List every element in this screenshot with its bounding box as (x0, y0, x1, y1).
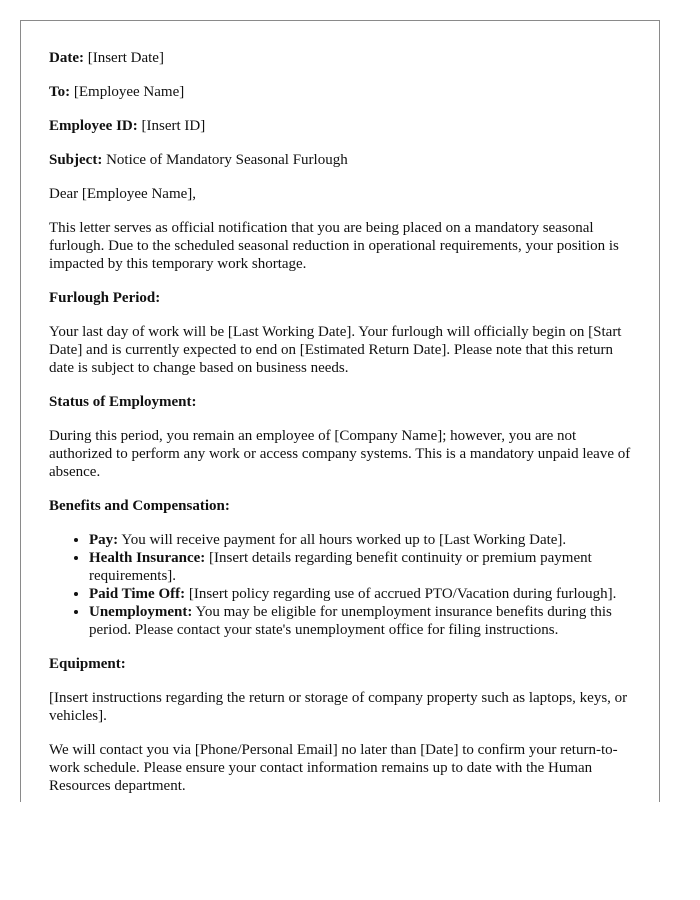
letter-content (21, 21, 659, 795)
employee-id-line (49, 117, 631, 135)
benefit-label: Paid Time Off: (89, 586, 186, 602)
benefit-label: Pay: (89, 532, 119, 548)
benefits-title: Benefits and Compensation: (49, 498, 230, 514)
subject-value: Notice of Mandatory Seasonal Furlough (106, 152, 348, 168)
benefit-item-unemployment (89, 603, 631, 639)
benefit-text: You may be eligible for unemployment insurance benefits during this period. Please contact your state's unemployment office for filing instructions. (89, 604, 612, 638)
benefit-label: Unemployment: (89, 604, 193, 620)
date-label: Date: (49, 50, 84, 66)
to-line (49, 83, 631, 101)
closing-paragraph: We will contact you via [Phone/Personal Email] no later than [Date] to confirm your return-to-work schedule. Please ensure your contact information remains up to date with the Human Resources department. (49, 742, 618, 794)
benefit-text: You will receive payment for all hours worked up to [Last Working Date]. (121, 532, 567, 548)
benefit-item-health-insurance (89, 549, 631, 585)
equipment-body: [Insert instructions regarding the return or storage of company property such as laptops, keys, or vehicles]. (49, 690, 628, 724)
benefits-list (49, 531, 631, 639)
letter-page (20, 20, 660, 802)
subject-label: Subject: (49, 152, 103, 168)
benefit-item-pay (89, 531, 631, 549)
date-value: [Insert Date] (87, 50, 164, 66)
to-value: [Employee Name] (73, 84, 185, 100)
status-body: During this period, you remain an employee of [Company Name]; however, you are not authorized to perform any work or access company systems. This is a mandatory unpaid leave of absence. (49, 428, 631, 480)
subject-line (49, 151, 631, 169)
intro-paragraph: This letter serves as official notification that you are being placed on a mandatory seasonal furlough. Due to the scheduled seasonal reduction in operational requirements, your position is impacted by this temporary work shortage. (49, 220, 619, 272)
benefit-item-paid-time-off (89, 585, 631, 603)
employee-id-value: [Insert ID] (141, 118, 206, 134)
furlough-period-body: Your last day of work will be [Last Working Date]. Your furlough will officially begin on [Start Date] and is currently expected to end on [Estimated Return Date]. Please note that this return date is subject to change based on business needs. (49, 324, 622, 376)
salutation: Dear [Employee Name], (49, 186, 197, 202)
date-line (49, 49, 631, 67)
equipment-title: Equipment: (49, 656, 126, 672)
benefit-text: [Insert policy regarding use of accrued PTO/Vacation during furlough]. (188, 586, 617, 602)
furlough-period-title: Furlough Period: (49, 290, 161, 306)
benefit-label: Health Insurance: (89, 550, 206, 566)
employee-id-label: Employee ID: (49, 118, 138, 134)
to-label: To: (49, 84, 71, 100)
status-title: Status of Employment: (49, 394, 197, 410)
benefit-text: [Insert details regarding benefit continuity or premium payment requirements]. (89, 550, 592, 584)
